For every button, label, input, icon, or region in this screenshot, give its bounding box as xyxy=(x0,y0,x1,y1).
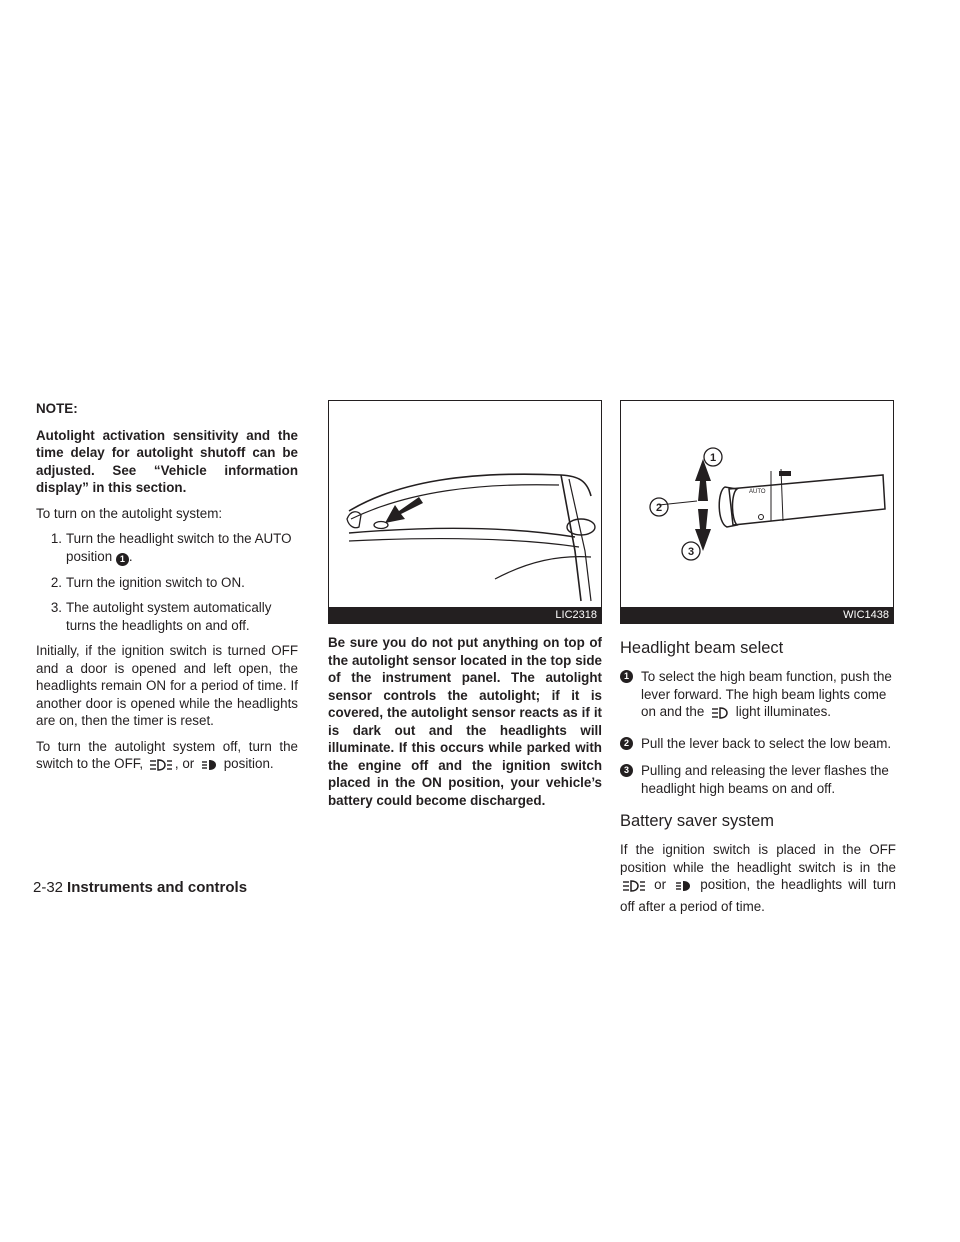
beam-step xyxy=(620,735,896,753)
headlight-icon xyxy=(149,758,173,777)
windshield-illustration xyxy=(329,401,601,607)
autolight-sensor-figure xyxy=(328,400,602,624)
parking-light-icon xyxy=(200,758,218,777)
list-text-end: . xyxy=(128,548,133,564)
page-number: 2-32 xyxy=(33,879,64,896)
note-text: Autolight activation sensitivity and the time delay for autolight shutoff can be adjusted. See “Vehicle information display” in this section. xyxy=(36,427,298,495)
section-title: Instruments and controls xyxy=(67,879,248,896)
callout-3: 3 xyxy=(687,546,695,558)
paragraph-autolight-off: To turn the autolight system off, turn the switch to the OFF, , or position. xyxy=(36,738,298,777)
figure-label: WIC1438 xyxy=(621,607,893,623)
list-item xyxy=(36,574,298,592)
heading-beam-select: Headlight beam select xyxy=(620,639,784,657)
page-footer xyxy=(33,879,247,897)
intro-text: To turn on the autolight system: xyxy=(36,505,223,521)
column-left xyxy=(36,400,298,785)
list-text: Turn the headlight switch to the AUTO position xyxy=(66,531,292,564)
paragraph: Initially, if the ignition switch is turned OFF and a door is opened and left open, the headlights remain ON for a period of time. If another door is opened while the headlights are on, then the timer is reset. xyxy=(36,643,298,728)
warning-text: Be sure you do not put anything on top of the autolight sensor located in the top side of the instrument panel. The autolight sensor controls the autolight; if it is covered, the autolight sensor reacts as if it is dark out and the headlights will illuminate. If this occurs while parked with the engine off and the ignition switch placed in the ON position, your vehicle’s battery could become discharged. xyxy=(328,635,602,808)
parking-light-icon xyxy=(674,879,692,898)
callout-marker: 1 xyxy=(116,553,129,566)
high-beam-indicator-icon xyxy=(710,706,730,725)
list-number: 3. xyxy=(50,600,62,615)
note-heading: NOTE: xyxy=(36,401,78,416)
heading-battery-saver: Battery saver system xyxy=(620,812,775,830)
beam-step xyxy=(620,762,896,797)
step-text: Pull the lever back to select the low beam. xyxy=(641,735,892,751)
callout-2: 2 xyxy=(655,502,663,514)
step-text: Pulling and releasing the lever flashes the headlight high beams on and off. xyxy=(641,763,889,796)
headlight-lever-figure xyxy=(620,400,894,624)
list-item xyxy=(36,530,298,566)
switch-auto-label: AUTO xyxy=(749,489,766,495)
list-text: Turn the ignition switch to ON. xyxy=(66,574,245,590)
list-text: The autolight system automatically turns the headlights on and off. xyxy=(66,600,272,633)
column-right xyxy=(620,400,896,923)
list-number: 2. xyxy=(50,574,62,590)
callout-1: 1 xyxy=(709,452,717,464)
callout-marker: 3 xyxy=(620,764,633,777)
battery-saver-text: If the ignition switch is placed in the OFF position while the headlight switch is in the or position, the headlights will turn off after a period of time. xyxy=(620,842,896,914)
lever-illustration xyxy=(621,401,893,607)
callout-marker: 2 xyxy=(620,737,633,750)
column-middle xyxy=(328,400,602,817)
callout-marker: 1 xyxy=(620,670,633,683)
list-item xyxy=(36,599,298,634)
list-number: 1. xyxy=(50,531,62,546)
figure-label: LIC2318 xyxy=(329,607,601,623)
headlight-icon xyxy=(622,879,646,898)
beam-step: 1 To select the high beam function, push the lever forward. The high beam lights come on and the light illuminates. xyxy=(620,668,896,725)
